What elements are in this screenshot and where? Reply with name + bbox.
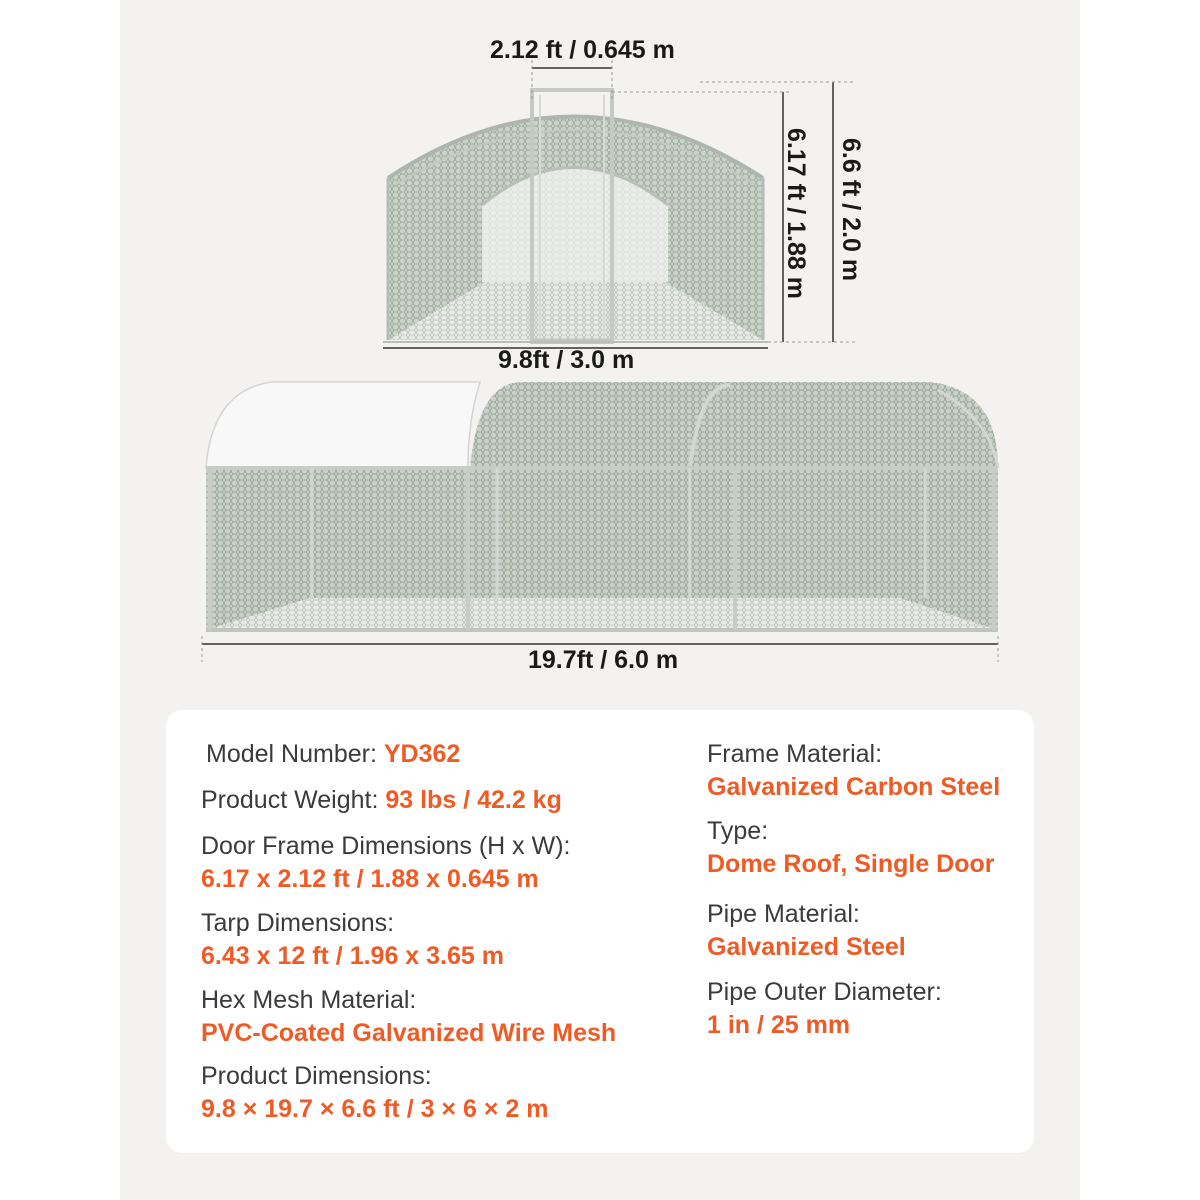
spec-value: Dome Roof, Single Door xyxy=(707,850,995,878)
spec-value: YD362 xyxy=(383,740,461,768)
total-height-label: 6.6 ft / 2.0 m xyxy=(837,138,865,282)
spec-product-dimensions xyxy=(201,1060,548,1126)
spec-type xyxy=(707,815,995,881)
spec-label: Pipe Outer Diameter: xyxy=(707,978,942,1006)
spec-value: 6.43 x 12 ft / 1.96 x 3.65 m xyxy=(201,942,504,970)
spec-product-weight xyxy=(201,784,562,817)
door-width-label: 2.12 ft / 0.645 m xyxy=(490,36,675,64)
spec-label: Model Number: xyxy=(206,740,377,768)
spec-value: Galvanized Carbon Steel xyxy=(707,773,1001,801)
spec-frame-material xyxy=(707,738,1000,804)
spec-model-number xyxy=(206,738,460,771)
length-label: 19.7ft / 6.0 m xyxy=(528,646,679,674)
side-view xyxy=(202,382,998,662)
spec-value: 93 lbs / 42.2 kg xyxy=(385,786,562,814)
spec-label: Pipe Material: xyxy=(707,900,860,928)
spec-pipe-outer-diameter xyxy=(707,976,942,1042)
spec-hex-mesh-material xyxy=(201,984,616,1050)
spec-value: Galvanized Steel xyxy=(707,933,906,961)
spec-door-frame-dimensions xyxy=(201,830,571,896)
door-height-label: 6.17 ft / 1.88 m xyxy=(782,128,810,299)
spec-value: PVC-Coated Galvanized Wire Mesh xyxy=(201,1019,617,1047)
spec-value: 9.8 × 19.7 × 6.6 ft / 3 × 6 × 2 m xyxy=(201,1095,549,1123)
spec-label: Type: xyxy=(707,817,769,845)
spec-value: 6.17 x 2.12 ft / 1.88 x 0.645 m xyxy=(201,865,539,893)
spec-value: 1 in / 25 mm xyxy=(707,1011,851,1039)
front-width-label: 9.8ft / 3.0 m xyxy=(498,346,635,374)
spec-label: Tarp Dimensions: xyxy=(201,909,395,937)
spec-label: Hex Mesh Material: xyxy=(201,986,417,1014)
spec-label: Product Weight: xyxy=(201,786,379,814)
spec-pipe-material xyxy=(707,898,906,964)
spec-label: Door Frame Dimensions (H x W): xyxy=(201,832,571,860)
spec-label: Product Dimensions: xyxy=(201,1062,432,1090)
spec-tarp-dimensions xyxy=(201,907,504,973)
spec-label: Frame Material: xyxy=(707,740,883,768)
